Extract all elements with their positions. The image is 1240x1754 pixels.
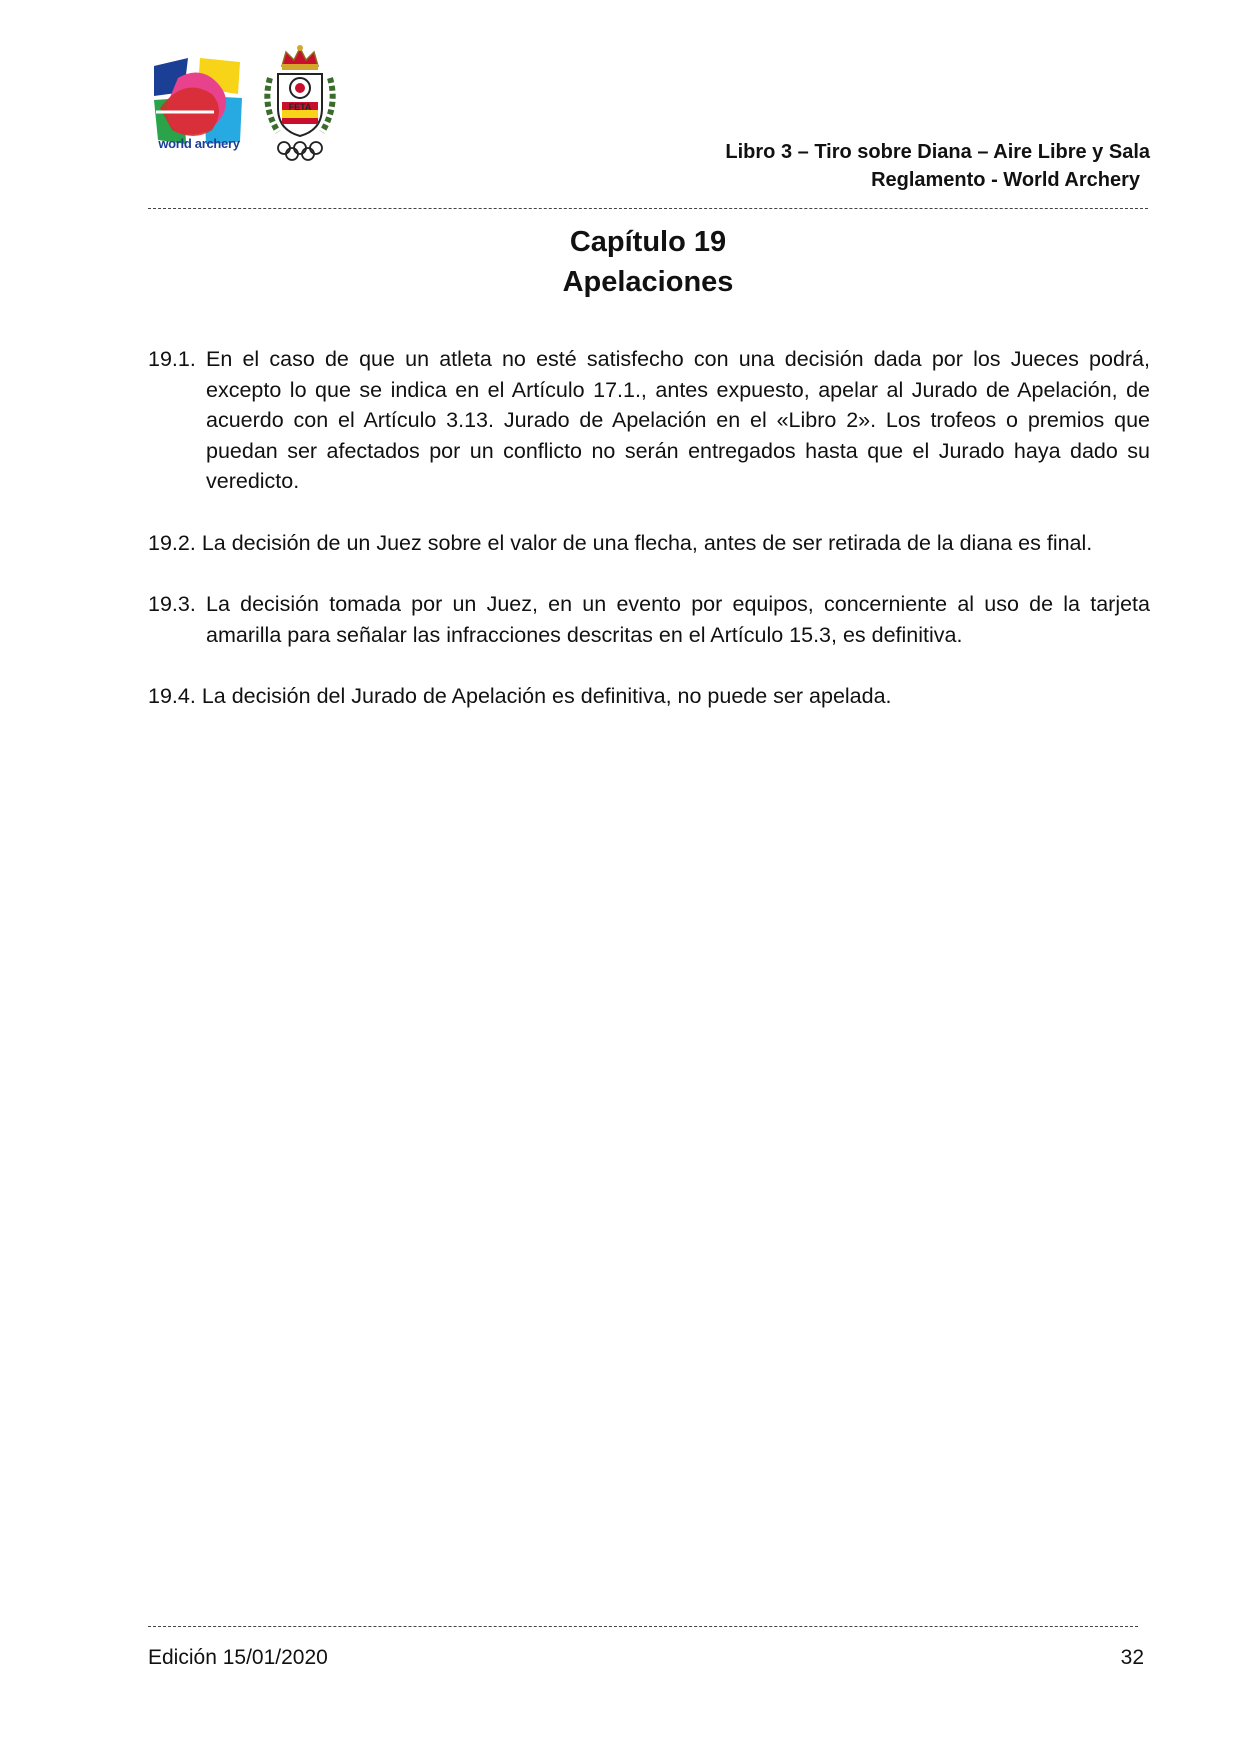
header-book-title: Libro 3 – Tiro sobre Diana – Aire Libre y Sala <box>725 141 1150 163</box>
chapter-heading <box>148 222 1148 302</box>
article-item <box>148 681 1150 712</box>
article-number: 19.4. <box>148 684 196 708</box>
federation-crest-text: FETA <box>288 102 312 112</box>
footer-edition: Edición 15/01/2020 <box>148 1646 328 1669</box>
article-text: La decisión tomada por un Juez, en un evento por equipos, concerniente al uso de la tarjeta amarilla para señalar las infracciones descritas en el Artículo 15.3, es definitiva. <box>206 592 1150 647</box>
article-number: 19.3. <box>148 592 196 616</box>
header-regulation: Reglamento - World Archery <box>871 169 1140 191</box>
article-number: 19.2. <box>148 530 196 555</box>
article-item <box>148 528 1150 559</box>
chapter-title: Apelaciones <box>562 266 734 298</box>
articles-list <box>148 344 1150 743</box>
article-item <box>148 344 1150 497</box>
chapter-number: Capítulo 19 <box>569 226 727 258</box>
footer-divider <box>148 1626 1138 1627</box>
article-number: 19.1. <box>148 347 196 371</box>
federation-crest-logo <box>258 44 342 162</box>
article-text: La decisión del Jurado de Apelación es definitiva, no puede ser apelada. <box>201 684 892 708</box>
article-text: La decisión de un Juez sobre el valor de una flecha, antes de ser retirada de la diana es final. <box>201 530 1093 555</box>
document-header <box>530 138 1150 194</box>
article-text: En el caso de que un atleta no esté satisfecho con una decisión dada por los Jueces podrá, excepto lo que se indica en el Artículo 17.1., antes expuesto, apelar al Jurado de Apelación, de acuerdo con el Artículo 3.13. Jurado de Apelación en el «Libro 2». Los trofeos o premios que puedan ser afectados por un conflicto no serán entregados hasta que el Jurado haya dado su veredicto. <box>206 347 1150 493</box>
header-divider <box>148 208 1148 209</box>
page-number: 32 <box>1120 1646 1144 1669</box>
world-archery-logo-text: world archery <box>158 136 240 151</box>
article-item <box>148 589 1150 650</box>
